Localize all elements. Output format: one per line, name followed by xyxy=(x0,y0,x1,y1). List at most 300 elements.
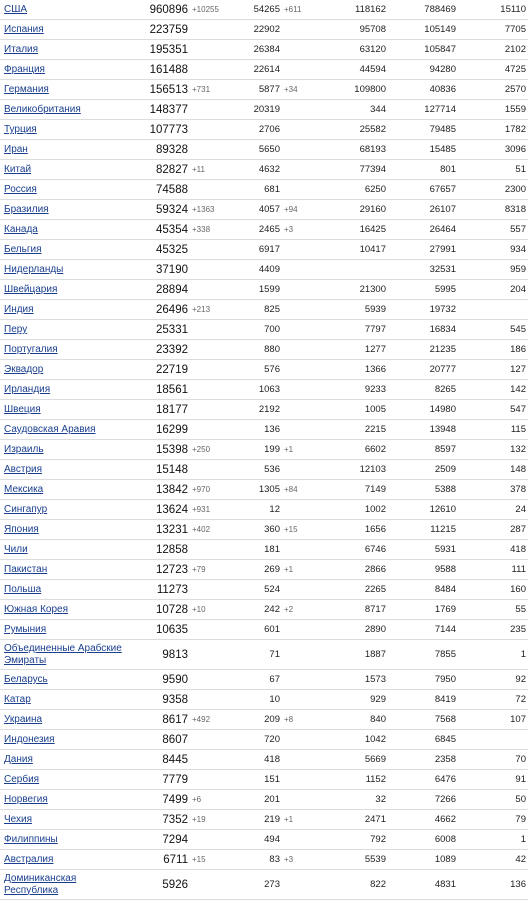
deaths-value: 67 xyxy=(269,674,280,685)
critical-value: 127 xyxy=(510,364,526,375)
new-deaths-delta xyxy=(280,870,312,900)
table-row xyxy=(0,440,528,460)
country-link[interactable]: Великобритания xyxy=(4,104,81,115)
deaths-value: 269 xyxy=(264,564,280,575)
country-link[interactable]: Дания xyxy=(4,754,33,765)
recovered-value: 7568 xyxy=(434,714,456,725)
new-deaths-delta xyxy=(280,260,312,280)
country-cell xyxy=(0,520,126,540)
deaths-value: 494 xyxy=(264,834,280,845)
deaths-value: 880 xyxy=(264,344,280,355)
recovered-value: 7266 xyxy=(434,794,456,805)
country-cell xyxy=(0,340,126,360)
table-row xyxy=(0,790,528,810)
critical-value: 79 xyxy=(515,814,526,825)
critical-value: 92 xyxy=(515,674,526,685)
recovered-value: 6008 xyxy=(434,834,456,845)
country-link[interactable]: Перу xyxy=(4,324,28,335)
country-link[interactable]: Объединенные Арабские Эмираты xyxy=(4,642,122,666)
country-cell xyxy=(0,420,126,440)
country-link[interactable]: Индия xyxy=(4,304,34,315)
table-row xyxy=(0,280,528,300)
cases-value: 195351 xyxy=(149,43,188,56)
critical-value: 70 xyxy=(515,754,526,765)
cases-value: 18177 xyxy=(156,403,188,416)
country-link[interactable]: Сингапур xyxy=(4,504,48,515)
new-deaths-delta xyxy=(280,100,312,120)
table-row xyxy=(0,120,528,140)
critical-value: 1 xyxy=(520,834,526,845)
recovered-value: 5931 xyxy=(434,544,456,555)
recovered-value: 788469 xyxy=(424,4,456,15)
new-deaths-delta xyxy=(280,180,312,200)
country-link[interactable]: Нидерланды xyxy=(4,264,64,275)
active-value: 44594 xyxy=(359,64,386,75)
recovered-value: 7144 xyxy=(434,624,456,635)
active-value: 840 xyxy=(370,714,386,725)
country-link[interactable]: Испания xyxy=(4,24,44,35)
country-link[interactable]: Эквадор xyxy=(4,364,44,375)
deaths-value: 83 xyxy=(269,854,280,865)
country-link[interactable]: Польша xyxy=(4,584,42,595)
new-deaths-delta: +34 xyxy=(284,85,298,94)
table-row xyxy=(0,340,528,360)
cases-value: 23392 xyxy=(156,343,188,356)
new-deaths-delta xyxy=(280,380,312,400)
deaths-value: 1063 xyxy=(258,384,280,395)
new-cases-delta: +213 xyxy=(192,305,211,314)
active-value: 68193 xyxy=(359,144,386,155)
table-row xyxy=(0,730,528,750)
table-row xyxy=(0,20,528,40)
critical-value: 186 xyxy=(510,344,526,355)
new-cases-delta: +79 xyxy=(192,565,206,574)
country-link[interactable]: Австралия xyxy=(4,854,54,865)
active-value: 12103 xyxy=(359,464,386,475)
recovered-value: 105847 xyxy=(424,44,456,55)
active-value: 1042 xyxy=(364,734,386,745)
country-cell xyxy=(0,500,126,520)
new-deaths-delta xyxy=(280,500,312,520)
country-link[interactable]: Япония xyxy=(4,524,39,535)
new-deaths-delta xyxy=(280,360,312,380)
active-value: 5939 xyxy=(364,304,386,315)
critical-value: 7705 xyxy=(504,24,526,35)
country-link[interactable]: Турция xyxy=(4,124,37,135)
active-value: 109800 xyxy=(354,84,386,95)
new-cases-delta: +402 xyxy=(192,525,211,534)
new-cases-delta xyxy=(188,340,232,360)
table-row xyxy=(0,540,528,560)
cases-value: 12858 xyxy=(156,543,188,556)
new-deaths-delta xyxy=(280,640,312,670)
active-value: 29160 xyxy=(359,204,386,215)
country-link[interactable]: Бельгия xyxy=(4,244,42,255)
country-cell xyxy=(0,240,126,260)
active-value: 6250 xyxy=(364,184,386,195)
critical-value: 132 xyxy=(510,444,526,455)
country-link[interactable]: США xyxy=(4,4,28,15)
country-cell xyxy=(0,600,126,620)
country-cell xyxy=(0,560,126,580)
country-cell xyxy=(0,620,126,640)
new-cases-delta xyxy=(188,670,232,690)
new-cases-delta xyxy=(188,120,232,140)
table-row xyxy=(0,220,528,240)
country-cell xyxy=(0,850,126,870)
table-row xyxy=(0,620,528,640)
country-link[interactable]: Сербия xyxy=(4,774,40,785)
critical-value xyxy=(456,730,528,750)
critical-value: 378 xyxy=(510,484,526,495)
active-value: 10417 xyxy=(359,244,386,255)
country-cell xyxy=(0,690,126,710)
deaths-value: 5650 xyxy=(258,144,280,155)
critical-value: 111 xyxy=(511,564,526,575)
deaths-value: 720 xyxy=(264,734,280,745)
country-link[interactable]: Швейцария xyxy=(4,284,58,295)
deaths-value: 20319 xyxy=(253,104,280,115)
active-value: 77394 xyxy=(359,164,386,175)
deaths-value: 700 xyxy=(264,324,280,335)
critical-value: 55 xyxy=(515,604,526,615)
recovered-value: 11215 xyxy=(430,524,456,535)
country-link[interactable]: Швеция xyxy=(4,404,41,415)
critical-value: 15110 xyxy=(500,4,526,15)
country-cell xyxy=(0,710,126,730)
recovered-value: 2358 xyxy=(434,754,456,765)
new-cases-delta xyxy=(188,320,232,340)
table-row xyxy=(0,80,528,100)
country-cell xyxy=(0,140,126,160)
critical-value: 50 xyxy=(515,794,526,805)
country-link[interactable]: Израиль xyxy=(4,444,44,455)
new-deaths-delta xyxy=(280,790,312,810)
new-deaths-delta xyxy=(280,300,312,320)
recovered-value: 79485 xyxy=(429,124,456,135)
country-link[interactable]: Пакистан xyxy=(4,564,48,575)
deaths-value: 418 xyxy=(264,754,280,765)
deaths-value: 2465 xyxy=(258,224,280,235)
critical-value: 235 xyxy=(510,624,526,635)
recovered-value: 6845 xyxy=(434,734,456,745)
new-deaths-delta xyxy=(280,620,312,640)
cases-value: 25331 xyxy=(156,323,188,336)
new-cases-delta: +338 xyxy=(192,225,211,234)
country-link[interactable]: Украина xyxy=(4,714,43,725)
new-cases-delta xyxy=(188,400,232,420)
cases-value: 7294 xyxy=(162,833,188,846)
new-deaths-delta: +3 xyxy=(284,855,294,864)
new-cases-delta xyxy=(188,360,232,380)
deaths-value: 12 xyxy=(269,504,280,515)
cases-value: 8607 xyxy=(162,733,188,746)
active-value: 2890 xyxy=(364,624,386,635)
table-row xyxy=(0,40,528,60)
new-deaths-delta xyxy=(280,120,312,140)
cases-value: 13624 xyxy=(156,503,188,516)
recovered-value: 32531 xyxy=(429,264,456,275)
active-value xyxy=(312,260,386,280)
table-row xyxy=(0,810,528,830)
cases-value: 6711 xyxy=(163,853,188,866)
critical-value: 959 xyxy=(510,264,526,275)
new-cases-delta xyxy=(188,140,232,160)
table-row xyxy=(0,160,528,180)
country-link[interactable]: Катар xyxy=(4,694,31,705)
recovered-value: 2509 xyxy=(434,464,456,475)
cases-value: 10728 xyxy=(156,603,188,616)
new-cases-delta: +970 xyxy=(192,485,211,494)
country-link[interactable]: Италия xyxy=(4,44,39,55)
country-link[interactable]: Китай xyxy=(4,164,32,175)
cases-value: 148377 xyxy=(149,103,188,116)
recovered-value: 4662 xyxy=(434,814,456,825)
cases-value: 9590 xyxy=(162,673,188,686)
table-row xyxy=(0,180,528,200)
new-deaths-delta xyxy=(280,690,312,710)
new-deaths-delta xyxy=(280,460,312,480)
new-deaths-delta xyxy=(280,20,312,40)
critical-value: 418 xyxy=(510,544,526,555)
critical-value: 148 xyxy=(510,464,526,475)
critical-value: 4725 xyxy=(504,64,526,75)
deaths-value: 201 xyxy=(264,794,280,805)
country-cell xyxy=(0,770,126,790)
table-row xyxy=(0,480,528,500)
active-value: 2471 xyxy=(364,814,386,825)
country-link[interactable]: Филиппины xyxy=(4,834,58,845)
recovered-value: 16834 xyxy=(429,324,456,335)
country-link[interactable]: Норвегия xyxy=(4,794,48,805)
new-cases-delta: +10255 xyxy=(192,5,219,14)
country-cell xyxy=(0,790,126,810)
active-value: 344 xyxy=(370,104,386,115)
new-cases-delta xyxy=(188,20,232,40)
cases-value: 7499 xyxy=(162,793,188,806)
deaths-value: 536 xyxy=(264,464,280,475)
new-deaths-delta xyxy=(280,240,312,260)
new-deaths-delta xyxy=(280,580,312,600)
recovered-value: 7950 xyxy=(434,674,456,685)
recovered-value: 801 xyxy=(440,164,456,175)
recovered-value: 26464 xyxy=(429,224,456,235)
table-row xyxy=(0,320,528,340)
table-row xyxy=(0,750,528,770)
table-row xyxy=(0,240,528,260)
country-link[interactable]: Румыния xyxy=(4,624,47,635)
active-value: 1002 xyxy=(364,504,386,515)
new-deaths-delta: +1 xyxy=(284,815,294,824)
cases-value: 960896 xyxy=(149,3,188,16)
new-deaths-delta xyxy=(280,60,312,80)
recovered-value: 7855 xyxy=(434,649,456,660)
new-cases-delta xyxy=(188,830,232,850)
recovered-value: 5388 xyxy=(434,484,456,495)
recovered-value: 1089 xyxy=(434,854,456,865)
active-value: 6602 xyxy=(364,444,386,455)
active-value: 2215 xyxy=(364,424,386,435)
cases-value: 37190 xyxy=(156,263,188,276)
country-link[interactable]: Доминиканская Республика xyxy=(4,872,77,896)
recovered-value: 127714 xyxy=(424,104,456,115)
cases-value: 89328 xyxy=(156,143,188,156)
country-cell xyxy=(0,480,126,500)
country-link[interactable]: Чили xyxy=(4,544,28,555)
recovered-value: 8265 xyxy=(434,384,456,395)
country-cell xyxy=(0,460,126,480)
country-cell xyxy=(0,320,126,340)
table-row xyxy=(0,850,528,870)
new-cases-delta xyxy=(188,180,232,200)
cases-value: 45325 xyxy=(156,243,188,256)
new-deaths-delta xyxy=(280,670,312,690)
deaths-value: 242 xyxy=(264,604,280,615)
new-cases-delta xyxy=(188,260,232,280)
recovered-value: 105149 xyxy=(424,24,456,35)
country-link[interactable]: Португалия xyxy=(4,344,58,355)
country-link[interactable]: Бразилия xyxy=(4,204,49,215)
deaths-value: 22902 xyxy=(253,24,280,35)
deaths-value: 181 xyxy=(264,544,280,555)
country-cell xyxy=(0,280,126,300)
recovered-value: 8484 xyxy=(434,584,456,595)
active-value: 95708 xyxy=(359,24,386,35)
country-link[interactable]: Южная Корея xyxy=(4,604,68,615)
country-link[interactable]: Канада xyxy=(4,224,38,235)
country-cell xyxy=(0,60,126,80)
country-link[interactable]: Чехия xyxy=(4,814,33,825)
active-value: 16425 xyxy=(359,224,386,235)
cases-value: 7352 xyxy=(162,813,188,826)
active-value: 25582 xyxy=(359,124,386,135)
country-cell xyxy=(0,380,126,400)
active-value: 9233 xyxy=(364,384,386,395)
cases-value: 59324 xyxy=(156,203,188,216)
new-deaths-delta xyxy=(280,750,312,770)
new-deaths-delta: +611 xyxy=(284,5,302,14)
cases-value: 45354 xyxy=(156,223,188,236)
table-row xyxy=(0,420,528,440)
cases-value: 22719 xyxy=(156,363,188,376)
active-value: 1005 xyxy=(364,404,386,415)
country-cell xyxy=(0,810,126,830)
new-deaths-delta xyxy=(280,420,312,440)
recovered-value: 6476 xyxy=(434,774,456,785)
active-value: 6746 xyxy=(364,544,386,555)
country-link[interactable]: Германия xyxy=(4,84,49,95)
country-cell xyxy=(0,40,126,60)
country-cell xyxy=(0,20,126,40)
recovered-value: 14980 xyxy=(429,404,456,415)
cases-value: 12723 xyxy=(156,563,188,576)
critical-value: 545 xyxy=(510,324,526,335)
critical-value: 934 xyxy=(510,244,526,255)
new-cases-delta: +1363 xyxy=(192,205,215,214)
country-link[interactable]: Индонезия xyxy=(4,734,55,745)
deaths-value: 4057 xyxy=(258,204,280,215)
new-deaths-delta xyxy=(280,40,312,60)
country-cell xyxy=(0,640,126,670)
new-deaths-delta xyxy=(280,320,312,340)
country-cell xyxy=(0,180,126,200)
active-value: 1887 xyxy=(364,649,386,660)
country-link[interactable]: Франция xyxy=(4,64,45,75)
new-cases-delta: +6 xyxy=(192,795,202,804)
country-link[interactable]: Иран xyxy=(4,144,28,155)
new-deaths-delta: +94 xyxy=(284,205,298,214)
active-value: 118162 xyxy=(355,4,386,15)
new-cases-delta xyxy=(188,60,232,80)
new-cases-delta: +250 xyxy=(192,445,211,454)
active-value: 1152 xyxy=(365,774,386,785)
country-cell xyxy=(0,0,126,20)
country-link[interactable]: Ирландия xyxy=(4,384,51,395)
new-deaths-delta: +15 xyxy=(284,525,298,534)
table-row xyxy=(0,710,528,730)
country-link[interactable]: Мексика xyxy=(4,484,44,495)
cases-value: 18561 xyxy=(156,383,188,396)
country-cell xyxy=(0,300,126,320)
new-cases-delta: +492 xyxy=(192,715,211,724)
recovered-value: 9588 xyxy=(434,564,456,575)
table-row xyxy=(0,140,528,160)
new-deaths-delta xyxy=(280,770,312,790)
critical-value: 142 xyxy=(510,384,526,395)
table-row xyxy=(0,870,528,900)
recovered-value: 12610 xyxy=(429,504,456,515)
cases-value: 223759 xyxy=(149,23,188,36)
country-link[interactable]: Россия xyxy=(4,184,37,195)
country-cell xyxy=(0,400,126,420)
table-row xyxy=(0,0,528,20)
active-value: 5539 xyxy=(364,854,386,865)
new-deaths-delta xyxy=(280,280,312,300)
country-cell xyxy=(0,870,126,900)
country-link[interactable]: Беларусь xyxy=(4,674,48,685)
deaths-value: 6917 xyxy=(258,244,280,255)
new-deaths-delta xyxy=(280,830,312,850)
new-deaths-delta xyxy=(280,730,312,750)
active-value: 5669 xyxy=(364,754,386,765)
critical-value: 136 xyxy=(510,879,526,890)
country-cell xyxy=(0,540,126,560)
critical-value: 42 xyxy=(515,854,526,865)
country-link[interactable]: Австрия xyxy=(4,464,43,475)
new-cases-delta xyxy=(188,640,232,670)
new-cases-delta xyxy=(188,870,232,900)
cases-value: 28894 xyxy=(156,283,188,296)
country-link[interactable]: Саудовская Аравия xyxy=(4,424,96,435)
new-cases-delta: +931 xyxy=(192,505,211,514)
deaths-value: 209 xyxy=(264,714,280,725)
cases-value: 9358 xyxy=(162,693,188,706)
active-value: 1277 xyxy=(364,344,386,355)
deaths-value: 151 xyxy=(264,774,280,785)
deaths-value: 681 xyxy=(264,184,280,195)
active-value: 32 xyxy=(375,794,386,805)
critical-value: 8318 xyxy=(504,204,526,215)
critical-value: 107 xyxy=(510,714,526,725)
critical-value xyxy=(456,300,528,320)
critical-value: 51 xyxy=(515,164,526,175)
new-deaths-delta: +1 xyxy=(284,445,294,454)
table-row xyxy=(0,60,528,80)
cases-value: 15398 xyxy=(156,443,188,456)
deaths-value: 601 xyxy=(264,624,280,635)
new-cases-delta xyxy=(188,770,232,790)
deaths-value: 825 xyxy=(264,304,280,315)
